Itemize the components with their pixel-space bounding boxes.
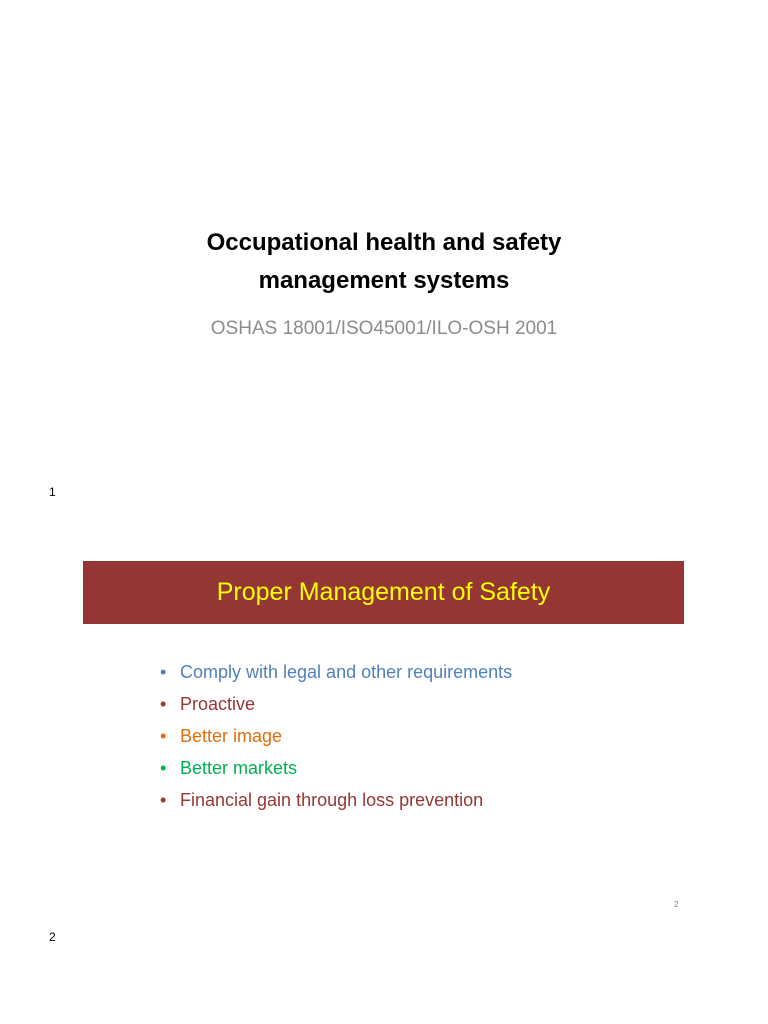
bullet-dot: •	[160, 726, 167, 746]
bullet-dot: •	[160, 758, 167, 778]
bullet-text: Proactive	[180, 694, 256, 714]
bullet-item	[160, 688, 512, 720]
slide-number: 2	[674, 900, 679, 909]
slide-2-title-banner	[83, 561, 684, 624]
bullet-dot: •	[160, 662, 167, 682]
slide-title	[0, 224, 768, 300]
bullet-item	[160, 784, 512, 816]
bullet-text: Comply with legal and other requirements	[180, 662, 513, 682]
slide-1	[0, 0, 768, 510]
bullet-text: Financial gain through loss prevention	[180, 790, 484, 810]
bullet-item	[160, 720, 512, 752]
slide-title-line-1: Occupational health and safety	[206, 229, 562, 256]
bullet-item	[160, 752, 512, 784]
bullet-item	[160, 656, 512, 688]
slide-title-line-2: management systems	[258, 267, 510, 294]
bullet-dot: •	[160, 790, 167, 810]
page-number-2: 2	[49, 930, 56, 944]
bullet-dot: •	[160, 694, 167, 714]
slide-2-title: Proper Management of Safety	[216, 578, 551, 606]
slide-subtitle: OSHAS 18001/ISO45001/ILO-OSH 2001	[210, 318, 558, 339]
page-number-1: 1	[49, 485, 56, 499]
bullet-text: Better markets	[180, 758, 298, 778]
bullet-text: Better image	[180, 726, 283, 746]
bullet-list	[160, 656, 512, 816]
